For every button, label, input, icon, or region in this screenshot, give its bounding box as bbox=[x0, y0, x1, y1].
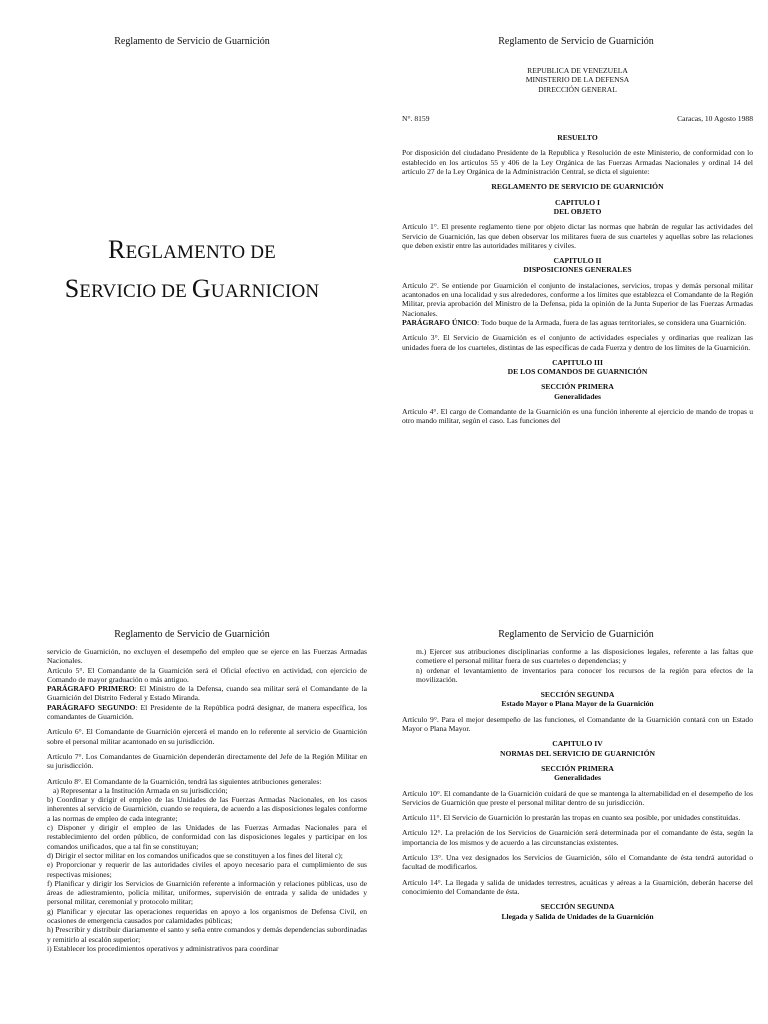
article-3: Artículo 3°. El Servicio de Guarnición es el conjunto de actividades especiales y ordinarias que realizan las unidades fuera de los cuarteles, distintas de las específicas de cada Fuerza y dentro de los límites de la Guarnición. bbox=[402, 333, 753, 352]
list-item: n) ordenar el levantamiento de inventarios para conocer los recursos de la región para efectos de la movilización. bbox=[416, 665, 753, 684]
article-6: Artículo 6°. El Comandante de Guarnición ejercerá el mando en lo referente al servicio de Guarnición sobre el personal militar acantonado en su jurisdicción. bbox=[47, 727, 367, 746]
article-8: Artículo 8°. El Comandante de la Guarnición, tendrá las siguientes atribuciones generales: bbox=[47, 776, 322, 786]
article-11: Artículo 11°. El Servicio de Guarnición lo prestarán las tropas en cuanto sea posible, por unidades constituidas. bbox=[402, 813, 741, 823]
article-14: Artículo 14°. La llegada y salida de unidades terrestres, acuáticas y aéreas a la Guarnición, deberán hacerse del conocimiento del Comandante de ésta. bbox=[402, 877, 753, 896]
cover-title-line-2: SERVICIO DE GUARNICION bbox=[64, 274, 320, 303]
list-item: a) Representar a la Institución Armada en su jurisdicción; bbox=[53, 785, 228, 795]
chapter-name: DEL OBJETO bbox=[553, 206, 602, 216]
list-item: g) Planificar y ejecutar las operaciones requeridas en apoyo a los organismos de Defensa Civil, en ocasiones de emergencia causados por calamidades públicas; bbox=[47, 906, 367, 926]
section-name: Llegada y Salida de Unidades de la Guarnición bbox=[501, 911, 654, 921]
running-header: Reglamento de Servicio de Guarnición bbox=[498, 629, 654, 640]
list-item: h) Prescribir y distribuir diariamente el santo y seña entre comandos y demás dependencias subordinadas y remitirlo al escalón superior; bbox=[47, 925, 367, 944]
paragrafo-unico: PARÁGRAFO ÚNICO: Todo buque de la Armada, fuera de las aguas territoriales, se considera una Guarnición. bbox=[402, 317, 747, 327]
chapter-heading: CAPITULO II bbox=[553, 256, 602, 266]
page-4-body bbox=[402, 647, 753, 921]
article-2: Artículo 2°. Se entiende por Guarnición el conjunto de instalaciones, servicios, tropas y demás personal militar acantonados en una localidad y sus alrededores, conforme a los límites que establezca el Comandante de la Región Militar, previa aprobación del Ministro de la Defensa, pida la opinión de la Junta Superior de las Fuerzas Armadas Nacionales. bbox=[402, 280, 753, 318]
intro-paragraph: Por disposición del ciudadano Presidente de la Republica y Resolución de este Ministerio, de conformidad con lo establecido en los artículos 55 y 406 de la Ley Orgánica de las Fuerzas Armadas Nacionales y ordinal 14 del artículo 27 de la Ley Orgánica de la Administración Central, se dicta el siguiente: bbox=[402, 148, 753, 177]
section-name: Estado Mayor o Plana Mayor de la Guarnición bbox=[501, 699, 654, 709]
document-title: REGLAMENTO DE SERVICIO DE GUARNICIÓN bbox=[491, 182, 664, 192]
section-heading: SECCIÓN SEGUNDA bbox=[540, 690, 615, 700]
paragrafo-segundo: PARÁGRAFO SEGUNDO: El Presidente de la República podrá designar, de manera específica, los comandantes de Guarnición. bbox=[47, 702, 367, 722]
paragrafo-primero: PARÁGRAFO PRIMERO: El Ministro de la Defensa, cuando sea militar será el Comandante de la Guarnición del Distrito Federal y Estado Miranda. bbox=[47, 684, 367, 703]
section-heading: SECCIÓN SEGUNDA bbox=[540, 902, 615, 912]
page-2 bbox=[384, 0, 768, 512]
list-item: f) Planificar y dirigir los Servicios de Guarnición referente a información y relaciones públicas, uso de áreas de adiestramiento, policía militar, uniformes, supervisión de entrada y salida de unidades y personal militar, ceremonial y protocolo militar; bbox=[47, 878, 367, 907]
list-item: i) Establecer los procedimientos operativos y administrativos para coordinar bbox=[47, 943, 279, 953]
cover-title bbox=[20, 232, 364, 310]
page-3 bbox=[0, 512, 384, 1024]
resolution-number: N°. 8159 bbox=[402, 113, 430, 123]
page-4 bbox=[384, 512, 768, 1024]
chapter-heading: CAPITULO IV bbox=[552, 739, 603, 749]
article-10: Artículo 10°. El comandante de la Guarnición cuidará de que se mantenga la alternabilidad en el desempeño de los Servicios de Guarnición que preste el personal militar dentro de su jurisdicción. bbox=[402, 788, 753, 807]
article-7: Artículo 7°. Los Comandantes de Guarnición dependerán directamente del Jefe de la Región Militar en su jurisdicción. bbox=[47, 751, 367, 771]
page-3-body bbox=[47, 647, 367, 953]
chapter-name: NORMAS DEL SERVICIO DE GUARNICIÓN bbox=[499, 748, 655, 758]
chapter-heading: CAPITULO III bbox=[552, 357, 603, 367]
list-item: e) Proporcionar y requerir de las autoridades civiles el apoyo necesario para el cumplimiento de sus respectivas misiones; bbox=[47, 860, 367, 879]
chapter-heading: CAPITULO I bbox=[555, 197, 600, 207]
list-item: c) Disponer y dirigir el empleo de las Unidades de las Fuerzas Armadas Nacionales para el restablecimiento del orden público, de conformidad con las disposiciones legales y participar en los comandos unificados, que a tal fin se constituyan; bbox=[47, 823, 367, 851]
place-date: Caracas, 10 Agosto 1988 bbox=[677, 113, 753, 123]
article-13: Artículo 13°. Una vez designados los Servicios de Guarnición, sólo el Comandante de ésta tendrá autoridad o facultad de modificarlos. bbox=[402, 853, 753, 872]
section-heading: SECCIÓN PRIMERA bbox=[541, 763, 614, 773]
resuelto-heading: RESUELTO bbox=[557, 133, 598, 143]
article-12: Artículo 12°. La prelación de los Servicios de Guarnición será determinada por el comandante de ésta, según la importancia de los mismos y de acuerdo a las circunstancias existentes. bbox=[402, 828, 753, 847]
running-header: Reglamento de Servicio de Guarnición bbox=[498, 36, 654, 47]
running-header: Reglamento de Servicio de Guarnición bbox=[114, 629, 270, 640]
continued-text: servicio de Guarnición, no excluyen el desempeño del empleo que se ejerce en las Fuerzas Armadas Nacionales. bbox=[47, 647, 367, 666]
section-heading: SECCIÓN PRIMERA bbox=[541, 382, 614, 392]
list-item: b) Coordinar y dirigir el empleo de las Unidades de las Fuerzas Armadas Nacionales, en los casos inherentes al servicio de Guarnición, cuando se requiera, de acuerdo a las disposiciones legales conforme a las normas de empleo de cada integrante; bbox=[47, 795, 367, 823]
page-2-body bbox=[402, 66, 753, 426]
article-9: Artículo 9°. Para el mejor desempeño de las funciones, el Comandante de la Guarnición contará con un Estado Mayor o Plana Mayor. bbox=[402, 714, 753, 734]
article-4: Artículo 4°. El cargo de Comandante de la Guarnición es una función inherente al ejercicio de mando de tropas u otro mando militar, según el caso. Las funciones del bbox=[402, 407, 753, 426]
running-header: Reglamento de Servicio de Guarnición bbox=[114, 36, 270, 47]
article-1: Artículo 1°. El presente reglamento tiene por objeto dictar las normas que habrán de regular las actividades del Servicio de Guarnición, las que deben observar los militares fuera de sus cuarteles y aquellas sobre las relaciones que deben existir entre las autoridades militares y civiles. bbox=[402, 222, 753, 250]
section-name: Generalidades bbox=[554, 773, 601, 783]
article-5: Artículo 5°. El Comandante de la Guarnición será el Oficial efectivo en actividad, con ejercicio de Comando de mayor graduación o más antiguo. bbox=[47, 665, 367, 684]
list-item: d) Dirigir el sector militar en los comandos unificados que se constituyen a los fines del literal c); bbox=[47, 850, 343, 860]
number-date-line bbox=[402, 114, 753, 123]
list-item: m.) Ejercer sus atribuciones disciplinarias conforme a las disposiciones legales, referente a las faltas que cometiere el personal militar fuera de sus cuarteles o dependencias; y bbox=[416, 647, 753, 666]
cover-title-line-1: REGLAMENTO DE bbox=[108, 235, 276, 264]
issuer-block: REPUBLICA DE VENEZUELA MINISTERIO DE LA DEFENSA DIRECCIÓN GENERAL bbox=[525, 66, 630, 94]
chapter-name: DISPOSICIONES GENERALES bbox=[523, 265, 632, 275]
section-name: Generalidades bbox=[554, 391, 601, 401]
chapter-name: DE LOS COMANDOS DE GUARNICIÓN bbox=[507, 367, 648, 377]
page-cover bbox=[0, 0, 384, 512]
